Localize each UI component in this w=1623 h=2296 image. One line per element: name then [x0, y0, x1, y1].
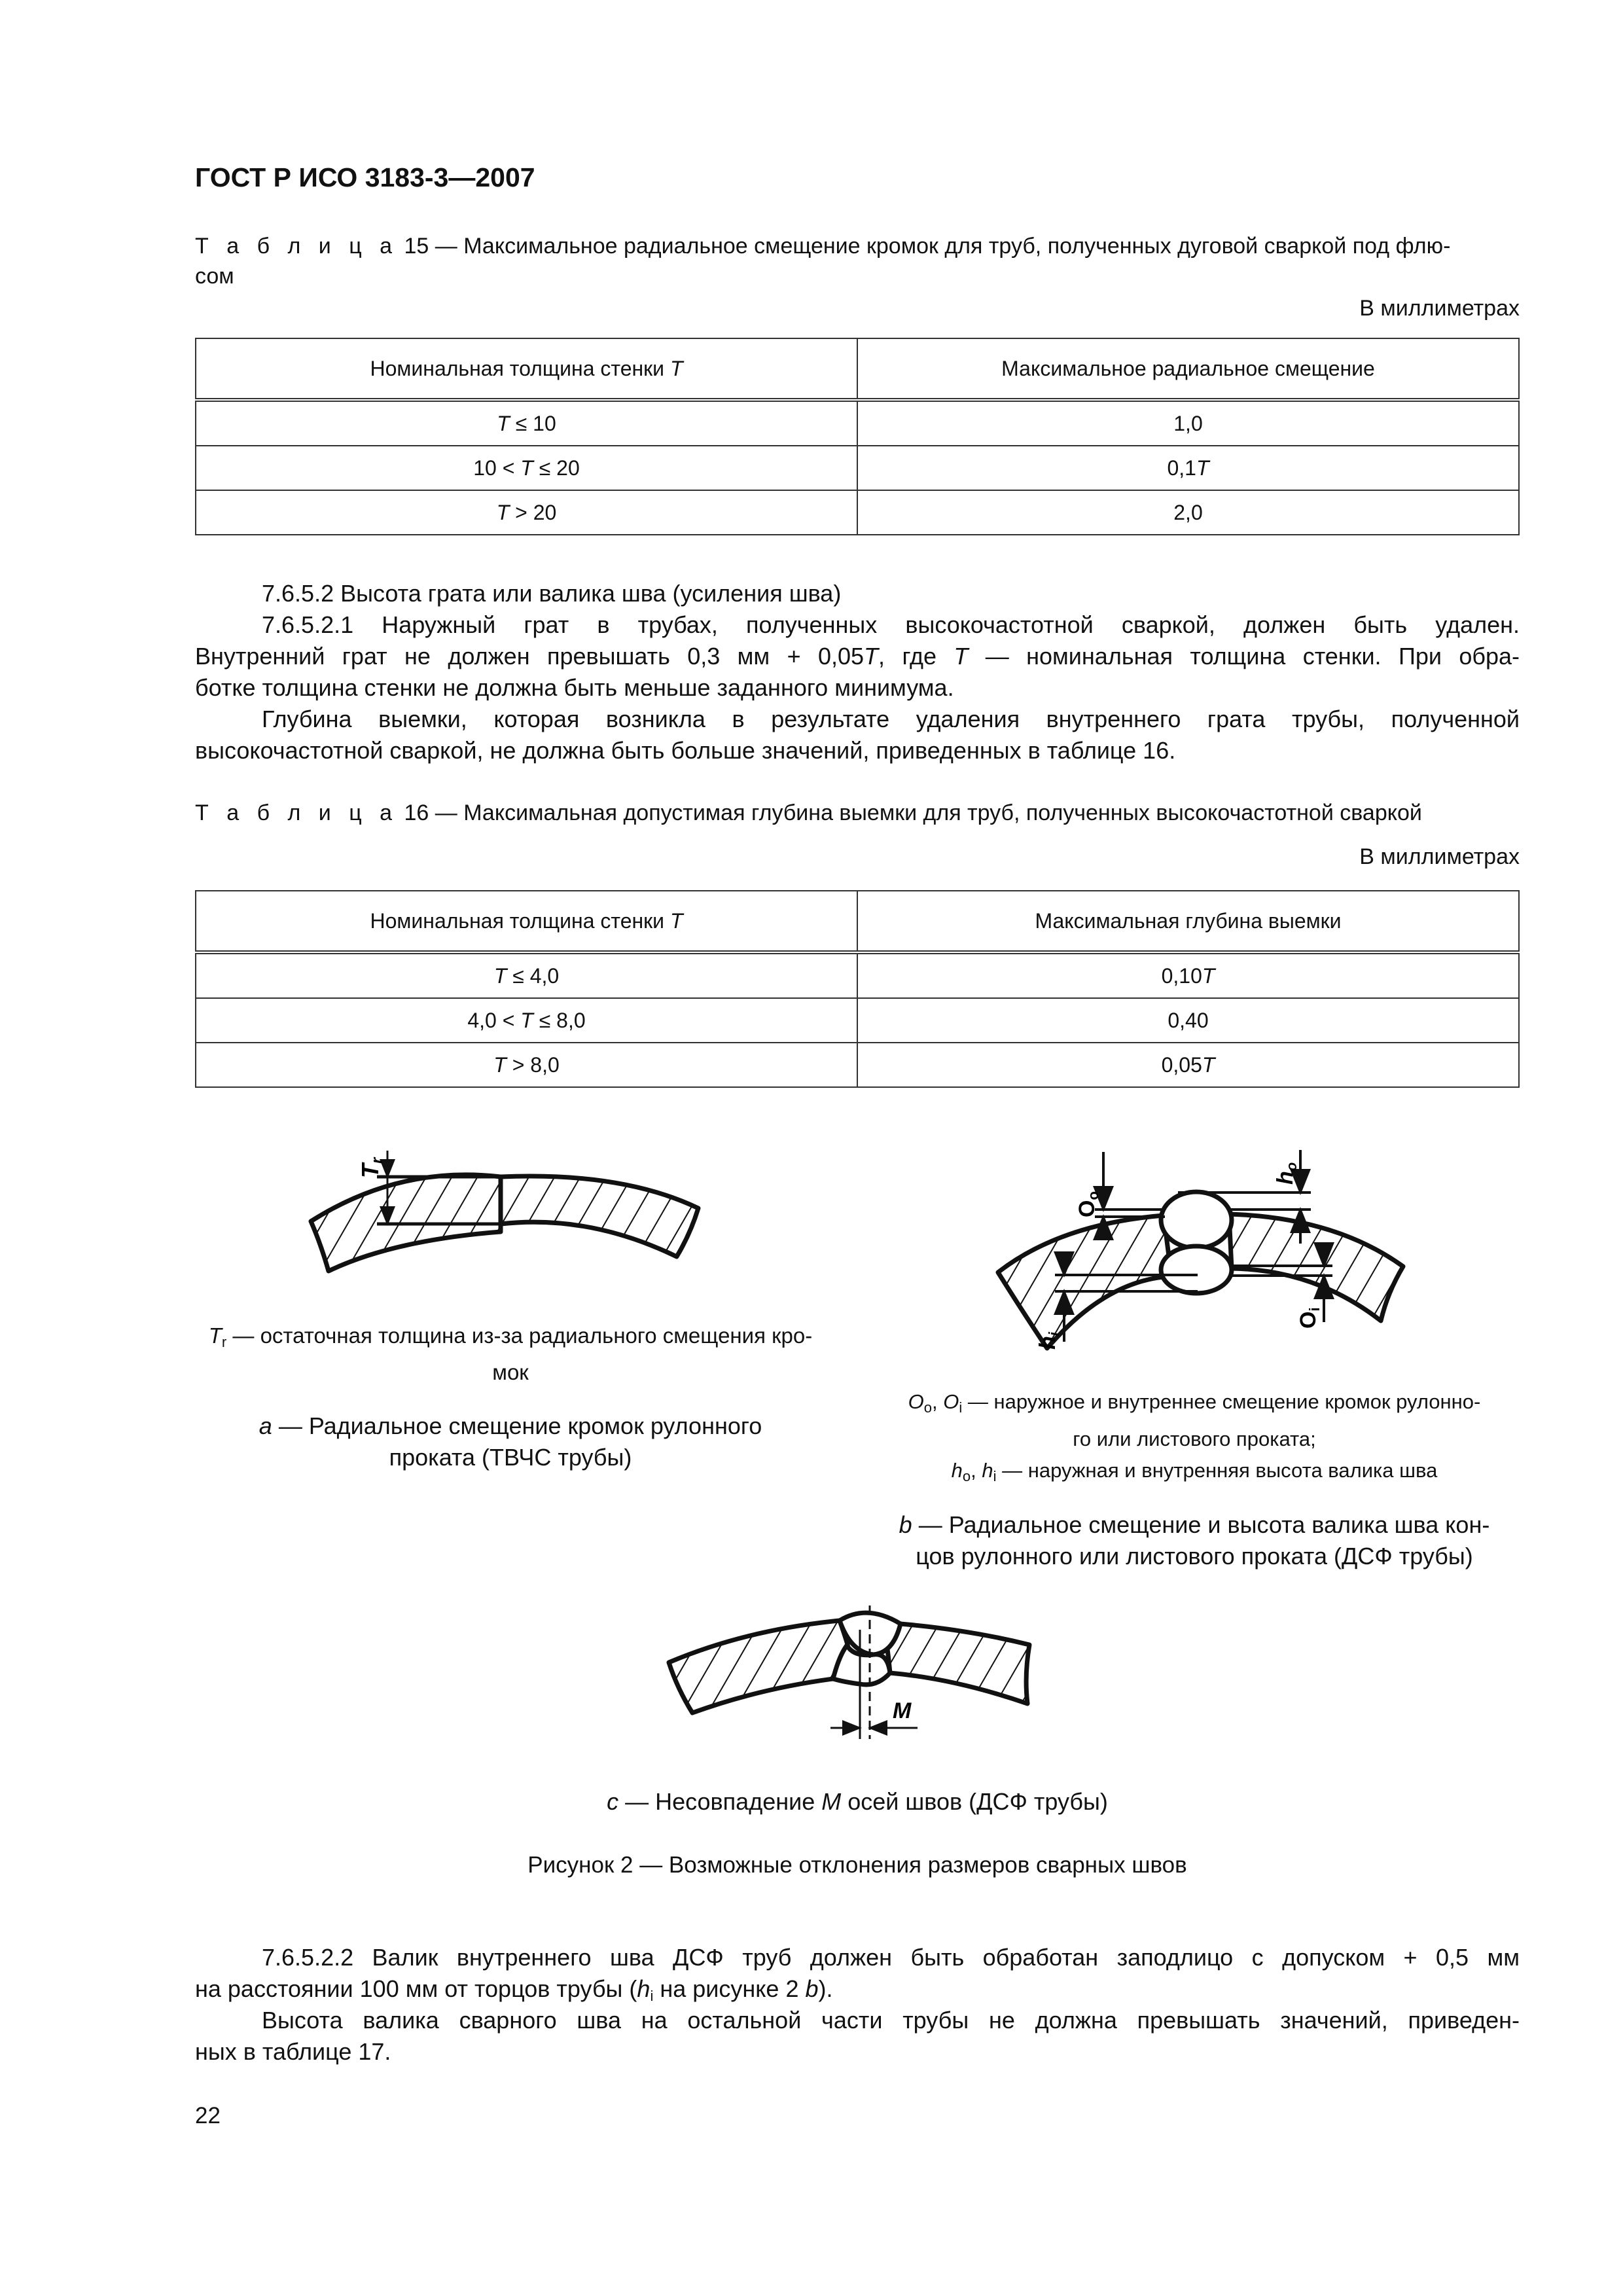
- paragraph-line: Глубина выемки, которая возникла в результате удаления внутреннего грата трубы, полученной: [262, 706, 1520, 732]
- legend-text: го или листового проката;: [1073, 1427, 1316, 1450]
- table-cell: 0,10T: [857, 952, 1519, 998]
- table-cell: T ≤ 10: [196, 400, 857, 446]
- table-cell: 0,40: [857, 998, 1519, 1043]
- column-header: Максимальная глубина выемки: [857, 891, 1519, 952]
- subfigure-letter: a: [259, 1412, 272, 1439]
- paragraph-line: 7.6.5.2 Высота грата или валика шва (усиления шва): [262, 580, 842, 607]
- label-M: M: [893, 1698, 912, 1723]
- column-header: Номинальная толщина стенки T: [196, 338, 857, 400]
- page-number: 22: [195, 2103, 221, 2128]
- table-cell: 4,0 < T ≤ 8,0: [196, 998, 857, 1043]
- figure-a-legend: [196, 1321, 825, 1388]
- paragraph-line: ботке толщина стенки не должна быть меньше заданного минимума.: [195, 674, 954, 701]
- figure-b-title: [857, 1509, 1531, 1572]
- legend-text: мок: [492, 1360, 529, 1384]
- figure-a-title: [196, 1410, 825, 1473]
- figure-c-title: c — Несовпадение M осей швов (ДСФ трубы): [607, 1788, 1108, 1815]
- title-text: проката (ТВЧС трубы): [389, 1444, 632, 1471]
- table-cell: 0,05T: [857, 1043, 1519, 1087]
- caption-word: Т а б л и ц а: [195, 800, 399, 825]
- title-text: цов рулонного или листового проката (ДСФ трубы): [916, 1543, 1473, 1570]
- table-cell: 0,1T: [857, 446, 1519, 490]
- table15-caption-cont: сом: [195, 264, 234, 289]
- table-cell: T > 20: [196, 490, 857, 535]
- table-cell: 1,0: [857, 400, 1519, 446]
- legend-subscript: r: [221, 1334, 227, 1350]
- caption-num: 15: [404, 234, 429, 259]
- table-cell: T ≤ 4,0: [196, 952, 857, 998]
- figure-b-legend: $O_o$, $O_i$ — наружное и внутреннее смещение кромок рулонно- го или листового проката; $h_o$, $h_i$ — наружная и внутренняя высота валика шва: [908, 1390, 1481, 1484]
- label-Tr: Tr: [357, 1157, 386, 1178]
- label-hi: hi: [1035, 1332, 1062, 1350]
- figure-b-drawing: [998, 1150, 1403, 1348]
- subfigure-letter: b: [899, 1511, 912, 1538]
- caption-num: 16: [404, 800, 429, 825]
- paragraph-line: высокочастотной сваркой, не должна быть больше значений, приведенных в таблице 16.: [195, 737, 1176, 764]
- paragraph-line: Высота валика сварного шва на остальной части трубы не должна превышать значений, приведен-: [262, 2007, 1520, 2034]
- caption-word: Т а б л и ц а: [195, 234, 399, 259]
- caption-text: — Максимальная допустимая глубина выемки для труб, полученных высокочастотной сваркой: [429, 800, 1422, 825]
- table-cell: T > 8,0: [196, 1043, 857, 1087]
- paragraph-line: 7.6.5.2.2 Валик внутреннего шва ДСФ труб должен быть обработан заподлицо с допуском + 0,5 мм: [262, 1944, 1520, 1971]
- document-header: ГОСТ Р ИСО 3183-3—2007: [195, 162, 535, 192]
- paragraph-line: на расстоянии 100 мм от торцов трубы ($h_i$ на рисунке 2 b).: [195, 1975, 833, 2004]
- table-cell: 2,0: [857, 490, 1519, 535]
- column-header: Максимальное радиальное смещение: [857, 338, 1519, 400]
- table16-units: В миллиметрах: [1359, 844, 1520, 869]
- paragraph-line: 7.6.5.2.1 Наружный грат в трубах, полученных высокочастотной сваркой, должен быть удален.: [262, 611, 1520, 638]
- figure-c-drawing: [669, 1605, 1029, 1739]
- paragraph-line: Внутренний грат не должен превышать 0,3 мм + 0,05T, где T — номинальная толщина стенки. При обра-: [195, 643, 1520, 670]
- table-cell: 10 < T ≤ 20: [196, 446, 857, 490]
- column-header: Номинальная толщина стенки T: [196, 891, 857, 952]
- legend-text: — остаточная толщина из-за радиального смещения кро-: [226, 1323, 813, 1348]
- legend-text: — наружная и внутренняя высота валика шва: [996, 1459, 1438, 1482]
- legend-text: — наружное и внутреннее смещение кромок рулонно-: [962, 1390, 1481, 1413]
- title-text: — Радиальное смещение и высота валика шва кон-: [912, 1511, 1490, 1538]
- legend-symbol: T: [208, 1323, 222, 1348]
- title-text: — Радиальное смещение кромок рулонного: [272, 1412, 762, 1439]
- paragraph-line: ных в таблице 17.: [195, 2038, 391, 2065]
- caption-text: — Максимальное радиальное смещение кромок для труб, полученных дуговой сваркой под флю-: [429, 234, 1451, 259]
- label-Oi: Oi: [1296, 1307, 1323, 1329]
- label-ho: ho: [1273, 1162, 1300, 1185]
- table15-units: В миллиметрах: [1359, 296, 1520, 321]
- figure-caption: Рисунок 2 — Возможные отклонения размеров сварных швов: [527, 1852, 1187, 1878]
- label-Oo: Oo: [1075, 1191, 1101, 1217]
